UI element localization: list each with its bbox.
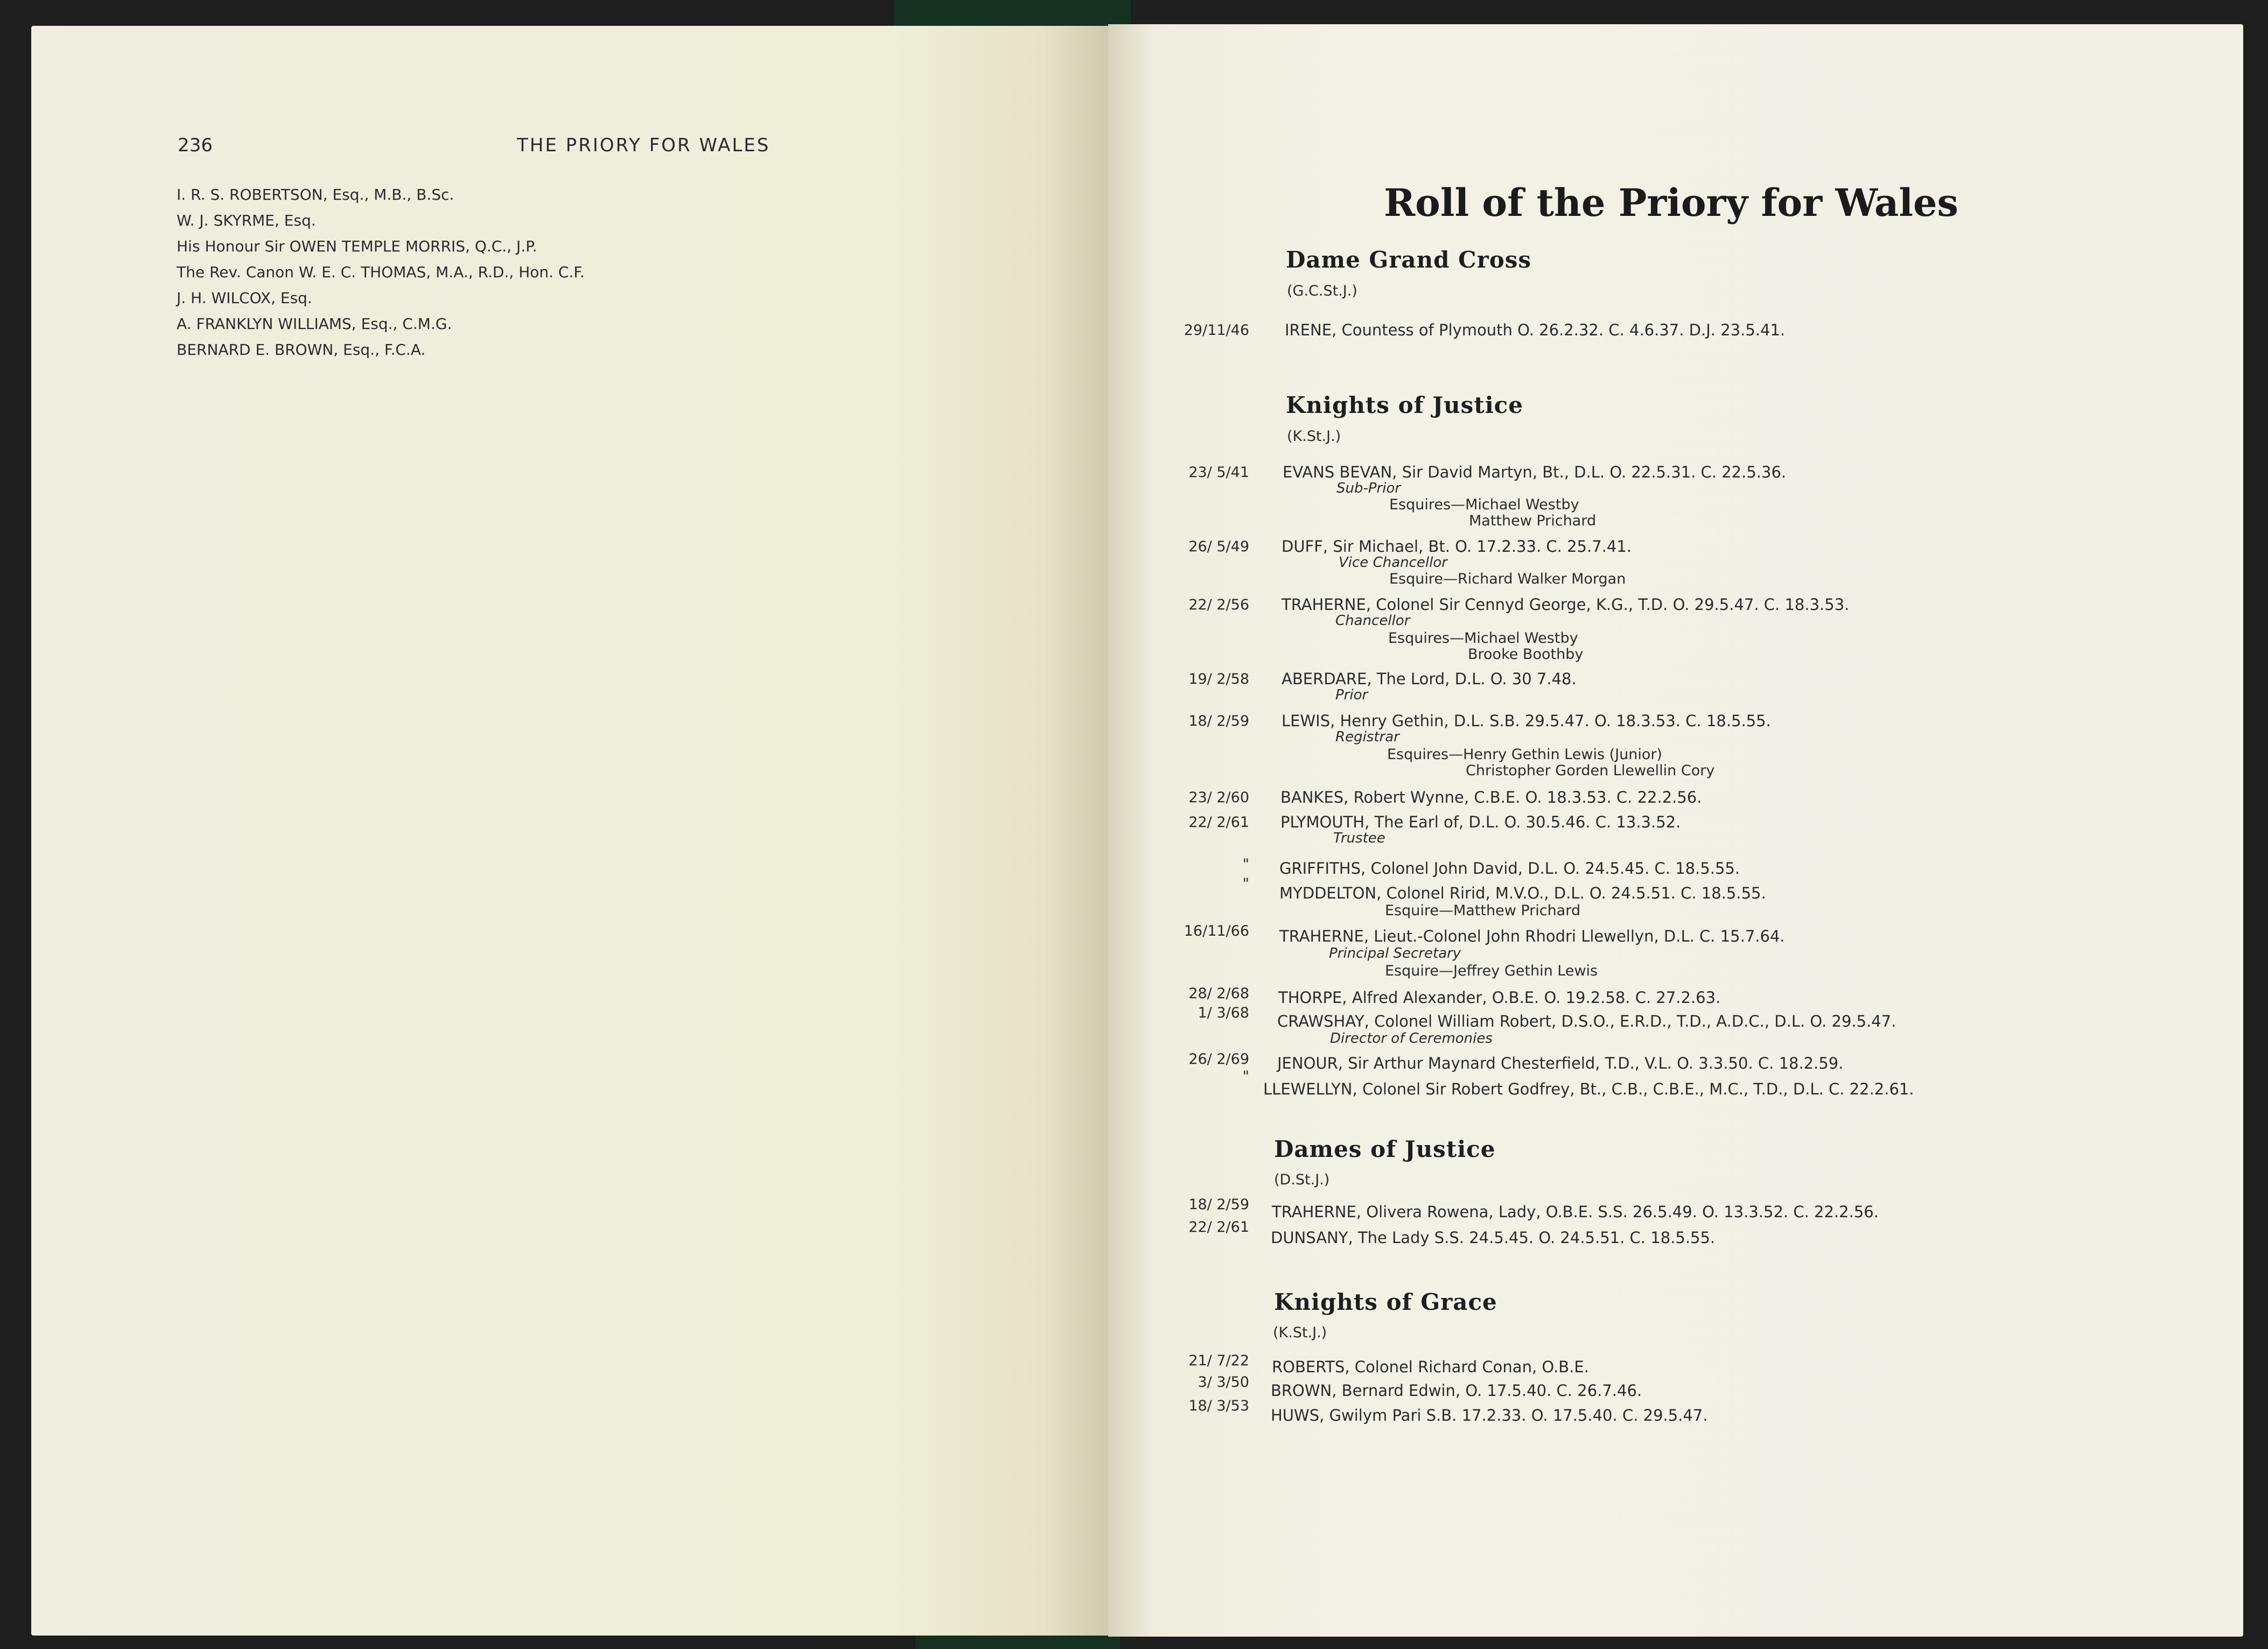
entry-text: THORPE, Alfred Alexander, O.B.E. O. 19.2.58. C. 27.2.63. — [1278, 988, 1721, 1007]
entry-date: 19/ 2/58 — [1188, 671, 1249, 687]
esquire-line: Christopher Gorden Llewellin Cory — [1466, 762, 1715, 779]
entry-date: 18/ 2/59 — [1188, 1196, 1249, 1213]
entry-text: GRIFFITHS, Colonel John David, D.L. O. 24.5.45. C. 18.5.55. — [1279, 859, 1740, 878]
office-title: Director of Ceremonies — [1330, 1030, 1493, 1047]
section-abbreviation: (K.St.J.) — [1273, 1324, 1327, 1341]
esquire-line: Esquire—Richard Walker Morgan — [1389, 571, 1626, 587]
office-title: Prior — [1335, 687, 1368, 703]
entry-text: TRAHERNE, Colonel Sir Cennyd George, K.G., T.D. O. 29.5.47. C. 18.3.53. — [1282, 595, 1850, 614]
entry-date: 23/ 5/41 — [1188, 464, 1249, 481]
entry-text: ROBERTS, Colonel Richard Conan, O.B.E. — [1272, 1358, 1589, 1376]
section-heading: Knights of Grace — [1274, 1289, 1497, 1315]
page-title: Roll of the Priory for Wales — [1384, 180, 1958, 225]
entry-text: EVANS BEVAN, Sir David Martyn, Bt., D.L. O. 22.5.31. C. 22.5.36. — [1283, 463, 1787, 481]
entry-text: BANKES, Robert Wynne, C.B.E. O. 18.3.53. C. 22.2.56. — [1280, 788, 1702, 806]
esquire-line: Esquires—Henry Gethin Lewis (Junior) — [1387, 746, 1662, 763]
esquire-line: Matthew Prichard — [1469, 513, 1597, 529]
entry-text: DUFF, Sir Michael, Bt. O. 17.2.33. C. 25.7.41. — [1282, 537, 1632, 556]
member-line: W. J. SKYRME, Esq. — [177, 212, 316, 229]
entry-text: DUNSANY, The Lady S.S. 24.5.45. O. 24.5.51. C. 18.5.55. — [1271, 1229, 1716, 1247]
esquire-line: Brooke Boothby — [1468, 646, 1584, 663]
book-spine-top — [894, 0, 1131, 27]
entry-date: 18/ 3/53 — [1188, 1398, 1249, 1414]
section-heading: Dame Grand Cross — [1286, 247, 1532, 273]
entry-text: HUWS, Gwilym Pari S.B. 17.2.33. O. 17.5.40. C. 29.5.47. — [1271, 1406, 1708, 1425]
member-line: I. R. S. ROBERTSON, Esq., M.B., B.Sc. — [177, 186, 454, 204]
member-line: J. H. WILCOX, Esq. — [177, 289, 312, 307]
office-title: Principal Secretary — [1329, 945, 1461, 962]
entry-date: 18/ 2/59 — [1188, 713, 1249, 729]
member-line: The Rev. Canon W. E. C. THOMAS, M.A., R.D., Hon. C.F. — [177, 263, 585, 281]
entry-text: PLYMOUTH, The Earl of, D.L. O. 30.5.46. C. 13.3.52. — [1280, 813, 1681, 831]
entry-date: " — [1242, 856, 1249, 873]
entry-text: CRAWSHAY, Colonel William Robert, D.S.O., E.R.D., T.D., A.D.C., D.L. O. 29.5.47. — [1277, 1012, 1896, 1030]
entry-date: 1/ 3/68 — [1198, 1005, 1249, 1021]
entry-date: 26/ 5/49 — [1188, 538, 1249, 555]
esquire-line: Esquires—Michael Westby — [1388, 630, 1578, 647]
member-line: His Honour Sir OWEN TEMPLE MORRIS, Q.C., J.P. — [177, 237, 537, 255]
office-title: Registrar — [1335, 729, 1399, 745]
entry-date: 28/ 2/68 — [1188, 985, 1249, 1002]
section-abbreviation: (D.St.J.) — [1274, 1171, 1330, 1188]
entry-date: " — [1242, 1068, 1249, 1085]
esquire-line: Esquire—Matthew Prichard — [1385, 902, 1581, 919]
office-title: Sub-Prior — [1336, 480, 1401, 496]
entry-text: TRAHERNE, Lieut.-Colonel John Rhodri Llewellyn, D.L. C. 15.7.64. — [1279, 927, 1785, 945]
entry-text: LEWIS, Henry Gethin, D.L. S.B. 29.5.47. O. 18.3.53. C. 18.5.55. — [1282, 712, 1771, 730]
section-abbreviation: (G.C.St.J.) — [1287, 283, 1357, 299]
entry-date: 23/ 2/60 — [1188, 789, 1249, 806]
entry-text: IRENE, Countess of Plymouth O. 26.2.32. C. 4.6.37. D.J. 23.5.41. — [1285, 321, 1786, 339]
member-line: A. FRANKLYN WILLIAMS, Esq., C.M.G. — [177, 315, 452, 333]
entry-date: 22/ 2/61 — [1188, 1219, 1249, 1236]
page-number: 236 — [178, 135, 213, 156]
office-title: Chancellor — [1335, 613, 1410, 629]
section-heading: Dames of Justice — [1274, 1136, 1496, 1162]
section-abbreviation: (K.St.J.) — [1287, 428, 1341, 445]
entry-text: LLEWELLYN, Colonel Sir Robert Godfrey, Bt., C.B., C.B.E., M.C., T.D., D.L. C. 22.2.61. — [1263, 1080, 1914, 1098]
esquire-line: Esquires—Michael Westby — [1389, 496, 1579, 513]
entry-date: 3/ 3/50 — [1198, 1374, 1249, 1391]
running-title: THE PRIORY FOR WALES — [517, 135, 771, 156]
entry-date: " — [1242, 875, 1249, 892]
entry-text: MYDDELTON, Colonel Ririd, M.V.O., D.L. O. 24.5.51. C. 18.5.55. — [1279, 884, 1766, 902]
entry-date: 26/ 2/69 — [1188, 1051, 1249, 1068]
entry-date: 29/11/46 — [1184, 322, 1249, 339]
entry-text: JENOUR, Sir Arthur Maynard Chesterfield, T.D., V.L. O. 3.3.50. C. 18.2.59. — [1277, 1054, 1844, 1072]
esquire-line: Esquire—Jeffrey Gethin Lewis — [1385, 963, 1598, 979]
member-line: BERNARD E. BROWN, Esq., F.C.A. — [177, 341, 426, 359]
office-title: Vice Chancellor — [1339, 555, 1447, 571]
entry-text: ABERDARE, The Lord, D.L. O. 30 7.48. — [1282, 670, 1577, 688]
entry-date: 16/11/66 — [1184, 923, 1249, 939]
entry-text: TRAHERNE, Olivera Rowena, Lady, O.B.E. S.S. 26.5.49. O. 13.3.52. C. 22.2.56. — [1272, 1203, 1879, 1221]
entry-date: 22/ 2/56 — [1188, 597, 1249, 613]
section-heading: Knights of Justice — [1286, 392, 1523, 418]
entry-date: 21/ 7/22 — [1188, 1352, 1249, 1369]
entry-text: BROWN, Bernard Edwin, O. 17.5.40. C. 26.7.46. — [1271, 1381, 1642, 1400]
office-title: Trustee — [1333, 830, 1385, 846]
entry-date: 22/ 2/61 — [1188, 814, 1249, 831]
